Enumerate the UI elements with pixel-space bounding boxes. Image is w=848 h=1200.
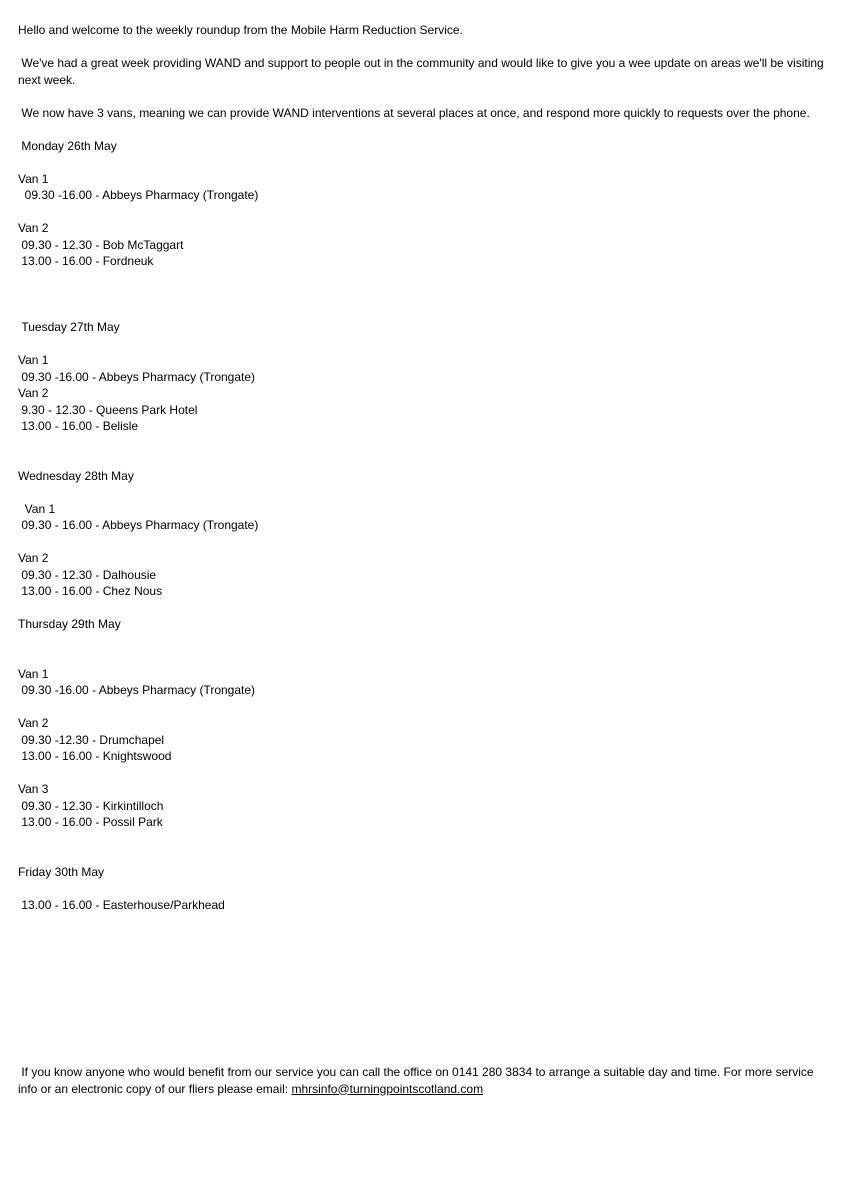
spacer xyxy=(18,831,834,848)
spacer xyxy=(18,451,834,468)
spacer xyxy=(18,484,834,501)
spacer xyxy=(18,39,834,56)
monday-heading: Monday 26th May xyxy=(18,138,117,153)
tuesday-heading: Tuesday 27th May xyxy=(18,320,120,334)
monday-van2-slot: 09.30 - 12.30 - Bob McTaggart xyxy=(18,237,184,252)
tuesday-van2-slot: 9.30 - 12.30 - Queens Park Hotel xyxy=(18,402,198,417)
thursday-van3-slot: 13.00 - 16.00 - Possil Park xyxy=(18,815,163,829)
newsletter-body xyxy=(18,22,834,913)
spacer xyxy=(18,765,834,782)
spacer xyxy=(18,286,834,303)
wednesday-van2-slot: 09.30 - 12.30 - Dalhousie xyxy=(18,567,157,582)
thursday-van1-slot: 09.30 -16.00 - Abbeys Pharmacy (Trongate) xyxy=(18,683,256,697)
spacer xyxy=(18,121,834,138)
thursday-van1-label: Van 1 xyxy=(18,666,49,681)
tuesday-van2-slot: 13.00 - 16.00 - Belisle xyxy=(18,419,139,433)
spacer xyxy=(18,88,834,105)
email-link[interactable]: mhrsinfo@turningpointscotland.com xyxy=(291,1081,484,1096)
vans-note-text: We now have 3 vans, meaning we can provide WAND interventions at several places at once, and respond more quickly to requests over the phone. xyxy=(18,105,810,120)
thursday-van2-label: Van 2 xyxy=(18,716,49,730)
friday-slot: 13.00 - 16.00 - Easterhouse/Parkhead xyxy=(18,897,225,912)
spacer xyxy=(18,600,834,617)
thursday-van3-label: Van 3 xyxy=(18,782,49,796)
spacer xyxy=(18,847,834,864)
contact-footer xyxy=(18,1064,834,1097)
thursday-heading: Thursday 29th May xyxy=(18,617,121,631)
contact-text: If you know anyone who would benefit from our service you can call the office on 0141 280 3834 to arrange a suitable day and time. For more service info or an electronic copy of our fliers please email: xyxy=(18,1065,817,1096)
spacer xyxy=(18,270,834,287)
monday-van1-label: Van 1 xyxy=(18,171,49,186)
thursday-van3-slot: 09.30 - 12.30 - Kirkintilloch xyxy=(18,798,164,813)
spacer xyxy=(18,534,834,551)
wednesday-heading: Wednesday 28th May xyxy=(18,468,134,483)
wednesday-van2-label: Van 2 xyxy=(18,551,49,565)
spacer xyxy=(18,336,834,353)
spacer xyxy=(18,880,834,897)
monday-van1-slot: 09.30 -16.00 - Abbeys Pharmacy (Trongate) xyxy=(18,188,259,202)
tuesday-van1-slot: 09.30 -16.00 - Abbeys Pharmacy (Trongate) xyxy=(18,369,256,384)
spacer xyxy=(18,649,834,666)
spacer xyxy=(18,204,834,221)
thursday-van2-slot: 13.00 - 16.00 - Knightswood xyxy=(18,749,172,763)
monday-van2-label: Van 2 xyxy=(18,221,49,235)
wednesday-van2-slot: 13.00 - 16.00 - Chez Nous xyxy=(18,584,163,598)
tuesday-van2-label: Van 2 xyxy=(18,386,49,400)
spacer xyxy=(18,154,834,171)
spacer xyxy=(18,699,834,716)
wednesday-van1-label: Van 1 xyxy=(18,501,56,516)
wednesday-van1-slot: 09.30 - 16.00 - Abbeys Pharmacy (Trongate) xyxy=(18,518,259,532)
week-update-text: We've had a great week providing WAND and support to people out in the community and would like to give you a wee update on areas we'll be visiting next week. xyxy=(18,56,828,87)
friday-heading: Friday 30th May xyxy=(18,864,105,879)
monday-van2-slot: 13.00 - 16.00 - Fordneuk xyxy=(18,254,154,268)
spacer xyxy=(18,633,834,650)
tuesday-van1-label: Van 1 xyxy=(18,353,49,367)
thursday-van2-slot: 09.30 -12.30 - Drumchapel xyxy=(18,732,165,747)
greeting-text: Hello and welcome to the weekly roundup from the Mobile Harm Reduction Service. xyxy=(18,23,463,37)
spacer xyxy=(18,435,834,452)
spacer xyxy=(18,303,834,320)
